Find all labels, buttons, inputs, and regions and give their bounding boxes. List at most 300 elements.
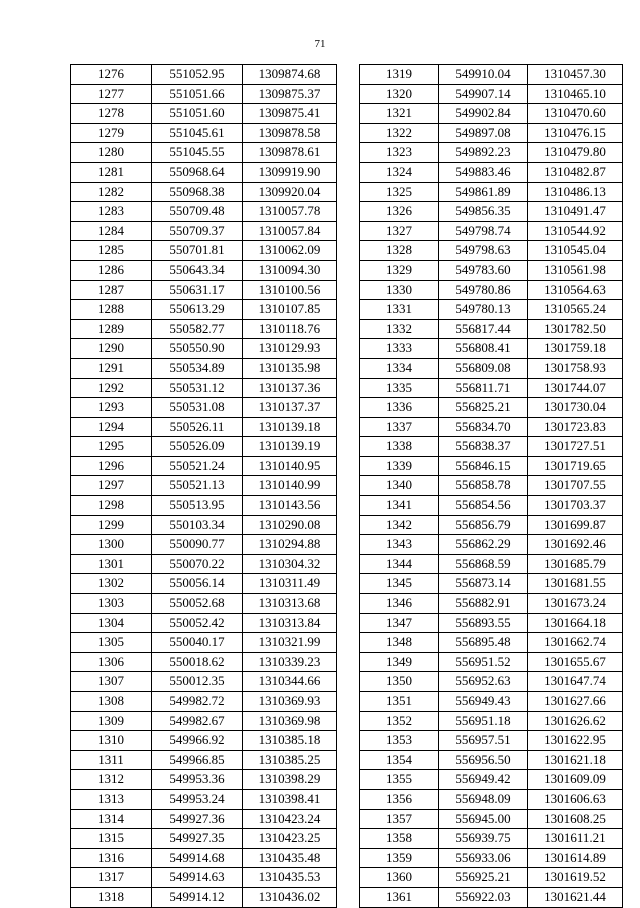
point-number-cell: 1337 bbox=[360, 417, 439, 437]
point-number-cell: 1332 bbox=[360, 319, 439, 339]
y-coordinate-cell: 1310304.32 bbox=[243, 554, 337, 574]
point-number-cell: 1324 bbox=[360, 162, 439, 182]
x-coordinate-cell: 550631.17 bbox=[152, 280, 243, 300]
coordinates-table-right bbox=[359, 64, 623, 908]
y-coordinate-cell: 1310100.56 bbox=[243, 280, 337, 300]
point-number-cell: 1286 bbox=[71, 260, 152, 280]
point-number-cell: 1346 bbox=[360, 594, 439, 614]
x-coordinate-cell: 549798.74 bbox=[439, 221, 528, 241]
table-row bbox=[360, 731, 623, 751]
x-coordinate-cell: 556949.42 bbox=[439, 770, 528, 790]
x-coordinate-cell: 556862.29 bbox=[439, 535, 528, 555]
y-coordinate-cell: 1310565.24 bbox=[528, 300, 623, 320]
x-coordinate-cell: 556951.18 bbox=[439, 711, 528, 731]
point-number-cell: 1288 bbox=[71, 300, 152, 320]
y-coordinate-cell: 1301699.87 bbox=[528, 515, 623, 535]
table-row bbox=[71, 515, 337, 535]
page-number: 71 bbox=[314, 38, 326, 50]
y-coordinate-cell: 1301627.66 bbox=[528, 692, 623, 712]
point-number-cell: 1331 bbox=[360, 300, 439, 320]
table-row bbox=[360, 594, 623, 614]
point-number-cell: 1304 bbox=[71, 613, 152, 633]
y-coordinate-cell: 1310544.92 bbox=[528, 221, 623, 241]
y-coordinate-cell: 1310057.84 bbox=[243, 221, 337, 241]
table-row bbox=[71, 339, 337, 359]
y-coordinate-cell: 1310470.60 bbox=[528, 104, 623, 124]
x-coordinate-cell: 550709.37 bbox=[152, 221, 243, 241]
point-number-cell: 1281 bbox=[71, 162, 152, 182]
table-row bbox=[71, 319, 337, 339]
x-coordinate-cell: 556834.70 bbox=[439, 417, 528, 437]
x-coordinate-cell: 556873.14 bbox=[439, 574, 528, 594]
x-coordinate-cell: 556838.37 bbox=[439, 437, 528, 457]
x-coordinate-cell: 549892.23 bbox=[439, 143, 528, 163]
y-coordinate-cell: 1310140.95 bbox=[243, 456, 337, 476]
table-row bbox=[71, 417, 337, 437]
point-number-cell: 1328 bbox=[360, 241, 439, 261]
point-number-cell: 1353 bbox=[360, 731, 439, 751]
table-row bbox=[71, 358, 337, 378]
y-coordinate-cell: 1310465.10 bbox=[528, 84, 623, 104]
table-row bbox=[71, 202, 337, 222]
table-row bbox=[360, 65, 623, 85]
x-coordinate-cell: 549883.46 bbox=[439, 162, 528, 182]
table-row bbox=[71, 300, 337, 320]
point-number-cell: 1306 bbox=[71, 652, 152, 672]
x-coordinate-cell: 556956.50 bbox=[439, 750, 528, 770]
x-coordinate-cell: 549856.35 bbox=[439, 202, 528, 222]
x-coordinate-cell: 549914.63 bbox=[152, 868, 243, 888]
y-coordinate-cell: 1310294.88 bbox=[243, 535, 337, 555]
x-coordinate-cell: 550070.22 bbox=[152, 554, 243, 574]
x-coordinate-cell: 556858.78 bbox=[439, 476, 528, 496]
y-coordinate-cell: 1310129.93 bbox=[243, 339, 337, 359]
table-row bbox=[71, 770, 337, 790]
table-row bbox=[71, 887, 337, 907]
table-row bbox=[71, 437, 337, 457]
point-number-cell: 1335 bbox=[360, 378, 439, 398]
y-coordinate-cell: 1310137.37 bbox=[243, 398, 337, 418]
table-row bbox=[360, 476, 623, 496]
point-number-cell: 1280 bbox=[71, 143, 152, 163]
point-number-cell: 1278 bbox=[71, 104, 152, 124]
point-number-cell: 1316 bbox=[71, 848, 152, 868]
x-coordinate-cell: 556952.63 bbox=[439, 672, 528, 692]
x-coordinate-cell: 551045.61 bbox=[152, 123, 243, 143]
table-row bbox=[71, 84, 337, 104]
x-coordinate-cell: 550018.62 bbox=[152, 652, 243, 672]
x-coordinate-cell: 550526.11 bbox=[152, 417, 243, 437]
table-row bbox=[71, 692, 337, 712]
point-number-cell: 1349 bbox=[360, 652, 439, 672]
y-coordinate-cell: 1310385.25 bbox=[243, 750, 337, 770]
y-coordinate-cell: 1301723.83 bbox=[528, 417, 623, 437]
x-coordinate-cell: 556893.55 bbox=[439, 613, 528, 633]
x-coordinate-cell: 550056.14 bbox=[152, 574, 243, 594]
point-number-cell: 1317 bbox=[71, 868, 152, 888]
point-number-cell: 1311 bbox=[71, 750, 152, 770]
y-coordinate-cell: 1310135.98 bbox=[243, 358, 337, 378]
y-coordinate-cell: 1301681.55 bbox=[528, 574, 623, 594]
y-coordinate-cell: 1310369.93 bbox=[243, 692, 337, 712]
point-number-cell: 1299 bbox=[71, 515, 152, 535]
point-number-cell: 1315 bbox=[71, 829, 152, 849]
table-row bbox=[71, 182, 337, 202]
point-number-cell: 1309 bbox=[71, 711, 152, 731]
table-row bbox=[71, 672, 337, 692]
point-number-cell: 1351 bbox=[360, 692, 439, 712]
y-coordinate-cell: 1301619.52 bbox=[528, 868, 623, 888]
table-row bbox=[360, 672, 623, 692]
table-row bbox=[71, 123, 337, 143]
point-number-cell: 1308 bbox=[71, 692, 152, 712]
x-coordinate-cell: 550531.08 bbox=[152, 398, 243, 418]
table-row bbox=[71, 280, 337, 300]
x-coordinate-cell: 550643.34 bbox=[152, 260, 243, 280]
point-number-cell: 1334 bbox=[360, 358, 439, 378]
point-number-cell: 1341 bbox=[360, 496, 439, 516]
x-coordinate-cell: 556949.43 bbox=[439, 692, 528, 712]
table-row bbox=[360, 378, 623, 398]
y-coordinate-cell: 1310457.30 bbox=[528, 65, 623, 85]
y-coordinate-cell: 1301608.25 bbox=[528, 809, 623, 829]
table-row bbox=[360, 789, 623, 809]
y-coordinate-cell: 1301719.65 bbox=[528, 456, 623, 476]
x-coordinate-cell: 549780.13 bbox=[439, 300, 528, 320]
table-row bbox=[71, 143, 337, 163]
x-coordinate-cell: 556945.00 bbox=[439, 809, 528, 829]
x-coordinate-cell: 549861.89 bbox=[439, 182, 528, 202]
y-coordinate-cell: 1310094.30 bbox=[243, 260, 337, 280]
table-row bbox=[360, 182, 623, 202]
x-coordinate-cell: 550709.48 bbox=[152, 202, 243, 222]
point-number-cell: 1348 bbox=[360, 633, 439, 653]
y-coordinate-cell: 1310107.85 bbox=[243, 300, 337, 320]
x-coordinate-cell: 549780.86 bbox=[439, 280, 528, 300]
y-coordinate-cell: 1310369.98 bbox=[243, 711, 337, 731]
table-row bbox=[71, 241, 337, 261]
point-number-cell: 1347 bbox=[360, 613, 439, 633]
point-number-cell: 1344 bbox=[360, 554, 439, 574]
y-coordinate-cell: 1309920.04 bbox=[243, 182, 337, 202]
y-coordinate-cell: 1301614.89 bbox=[528, 848, 623, 868]
point-number-cell: 1302 bbox=[71, 574, 152, 594]
y-coordinate-cell: 1301703.37 bbox=[528, 496, 623, 516]
x-coordinate-cell: 550012.35 bbox=[152, 672, 243, 692]
x-coordinate-cell: 551045.55 bbox=[152, 143, 243, 163]
x-coordinate-cell: 549927.35 bbox=[152, 829, 243, 849]
table-row bbox=[360, 104, 623, 124]
table-row bbox=[71, 65, 337, 85]
x-coordinate-cell: 556922.03 bbox=[439, 887, 528, 907]
point-number-cell: 1301 bbox=[71, 554, 152, 574]
table-row bbox=[71, 574, 337, 594]
x-coordinate-cell: 549927.36 bbox=[152, 809, 243, 829]
y-coordinate-cell: 1301727.51 bbox=[528, 437, 623, 457]
y-coordinate-cell: 1310423.25 bbox=[243, 829, 337, 849]
table-row bbox=[360, 260, 623, 280]
table-row bbox=[360, 358, 623, 378]
table-row bbox=[360, 84, 623, 104]
table-row bbox=[71, 711, 337, 731]
point-number-cell: 1289 bbox=[71, 319, 152, 339]
point-number-cell: 1319 bbox=[360, 65, 439, 85]
table-row bbox=[360, 280, 623, 300]
x-coordinate-cell: 556895.48 bbox=[439, 633, 528, 653]
y-coordinate-cell: 1310321.99 bbox=[243, 633, 337, 653]
y-coordinate-cell: 1310339.23 bbox=[243, 652, 337, 672]
y-coordinate-cell: 1310482.87 bbox=[528, 162, 623, 182]
y-coordinate-cell: 1310139.18 bbox=[243, 417, 337, 437]
table-row bbox=[71, 731, 337, 751]
table-row bbox=[360, 162, 623, 182]
table-row bbox=[360, 613, 623, 633]
table-row bbox=[360, 123, 623, 143]
x-coordinate-cell: 550521.24 bbox=[152, 456, 243, 476]
x-coordinate-cell: 550582.77 bbox=[152, 319, 243, 339]
table-row bbox=[360, 339, 623, 359]
table-row bbox=[71, 378, 337, 398]
table-row bbox=[71, 868, 337, 888]
table-row bbox=[360, 437, 623, 457]
x-coordinate-cell: 550701.81 bbox=[152, 241, 243, 261]
point-number-cell: 1327 bbox=[360, 221, 439, 241]
point-number-cell: 1312 bbox=[71, 770, 152, 790]
point-number-cell: 1361 bbox=[360, 887, 439, 907]
point-number-cell: 1338 bbox=[360, 437, 439, 457]
point-number-cell: 1294 bbox=[71, 417, 152, 437]
y-coordinate-cell: 1301621.18 bbox=[528, 750, 623, 770]
point-number-cell: 1303 bbox=[71, 594, 152, 614]
x-coordinate-cell: 550052.68 bbox=[152, 594, 243, 614]
y-coordinate-cell: 1301759.18 bbox=[528, 339, 623, 359]
point-number-cell: 1329 bbox=[360, 260, 439, 280]
point-number-cell: 1314 bbox=[71, 809, 152, 829]
point-number-cell: 1354 bbox=[360, 750, 439, 770]
point-number-cell: 1285 bbox=[71, 241, 152, 261]
x-coordinate-cell: 549966.85 bbox=[152, 750, 243, 770]
table-row bbox=[360, 398, 623, 418]
x-coordinate-cell: 556933.06 bbox=[439, 848, 528, 868]
table-row bbox=[360, 300, 623, 320]
table-row bbox=[360, 417, 623, 437]
point-number-cell: 1282 bbox=[71, 182, 152, 202]
x-coordinate-cell: 550521.13 bbox=[152, 476, 243, 496]
table-row bbox=[71, 398, 337, 418]
point-number-cell: 1323 bbox=[360, 143, 439, 163]
table-row bbox=[71, 594, 337, 614]
table-row bbox=[360, 574, 623, 594]
point-number-cell: 1297 bbox=[71, 476, 152, 496]
x-coordinate-cell: 549914.12 bbox=[152, 887, 243, 907]
x-coordinate-cell: 550968.64 bbox=[152, 162, 243, 182]
table-row bbox=[360, 515, 623, 535]
y-coordinate-cell: 1310313.68 bbox=[243, 594, 337, 614]
table-row bbox=[360, 770, 623, 790]
x-coordinate-cell: 556811.71 bbox=[439, 378, 528, 398]
y-coordinate-cell: 1310479.80 bbox=[528, 143, 623, 163]
y-coordinate-cell: 1301621.44 bbox=[528, 887, 623, 907]
x-coordinate-cell: 556925.21 bbox=[439, 868, 528, 888]
table-row bbox=[360, 750, 623, 770]
table-row bbox=[360, 202, 623, 222]
table-row bbox=[71, 104, 337, 124]
table-row bbox=[360, 143, 623, 163]
point-number-cell: 1345 bbox=[360, 574, 439, 594]
table-row bbox=[360, 221, 623, 241]
x-coordinate-cell: 549897.08 bbox=[439, 123, 528, 143]
table-row bbox=[71, 789, 337, 809]
x-coordinate-cell: 556808.41 bbox=[439, 339, 528, 359]
point-number-cell: 1339 bbox=[360, 456, 439, 476]
y-coordinate-cell: 1310561.98 bbox=[528, 260, 623, 280]
y-coordinate-cell: 1310143.56 bbox=[243, 496, 337, 516]
table-row bbox=[71, 456, 337, 476]
table-row bbox=[360, 456, 623, 476]
y-coordinate-cell: 1301606.63 bbox=[528, 789, 623, 809]
y-coordinate-cell: 1310140.99 bbox=[243, 476, 337, 496]
y-coordinate-cell: 1309874.68 bbox=[243, 65, 337, 85]
y-coordinate-cell: 1310564.63 bbox=[528, 280, 623, 300]
point-number-cell: 1287 bbox=[71, 280, 152, 300]
coordinates-table-left bbox=[70, 64, 337, 908]
y-coordinate-cell: 1310545.04 bbox=[528, 241, 623, 261]
y-coordinate-cell: 1309875.37 bbox=[243, 84, 337, 104]
x-coordinate-cell: 556817.44 bbox=[439, 319, 528, 339]
point-number-cell: 1360 bbox=[360, 868, 439, 888]
table-row bbox=[71, 162, 337, 182]
table-row bbox=[360, 868, 623, 888]
point-number-cell: 1359 bbox=[360, 848, 439, 868]
point-number-cell: 1355 bbox=[360, 770, 439, 790]
y-coordinate-cell: 1301609.09 bbox=[528, 770, 623, 790]
y-coordinate-cell: 1310062.09 bbox=[243, 241, 337, 261]
y-coordinate-cell: 1301673.24 bbox=[528, 594, 623, 614]
x-coordinate-cell: 551052.95 bbox=[152, 65, 243, 85]
point-number-cell: 1320 bbox=[360, 84, 439, 104]
y-coordinate-cell: 1310137.36 bbox=[243, 378, 337, 398]
point-number-cell: 1343 bbox=[360, 535, 439, 555]
x-coordinate-cell: 556854.56 bbox=[439, 496, 528, 516]
y-coordinate-cell: 1301647.74 bbox=[528, 672, 623, 692]
table-row bbox=[360, 319, 623, 339]
y-coordinate-cell: 1310139.19 bbox=[243, 437, 337, 457]
x-coordinate-cell: 556809.08 bbox=[439, 358, 528, 378]
y-coordinate-cell: 1301664.18 bbox=[528, 613, 623, 633]
y-coordinate-cell: 1301782.50 bbox=[528, 319, 623, 339]
x-coordinate-cell: 550090.77 bbox=[152, 535, 243, 555]
x-coordinate-cell: 556825.21 bbox=[439, 398, 528, 418]
x-coordinate-cell: 549910.04 bbox=[439, 65, 528, 85]
point-number-cell: 1322 bbox=[360, 123, 439, 143]
point-number-cell: 1330 bbox=[360, 280, 439, 300]
point-number-cell: 1357 bbox=[360, 809, 439, 829]
table-row bbox=[360, 535, 623, 555]
y-coordinate-cell: 1301655.67 bbox=[528, 652, 623, 672]
x-coordinate-cell: 550526.09 bbox=[152, 437, 243, 457]
x-coordinate-cell: 549953.24 bbox=[152, 789, 243, 809]
table-row bbox=[360, 633, 623, 653]
x-coordinate-cell: 549953.36 bbox=[152, 770, 243, 790]
table-row bbox=[71, 652, 337, 672]
y-coordinate-cell: 1310436.02 bbox=[243, 887, 337, 907]
y-coordinate-cell: 1310057.78 bbox=[243, 202, 337, 222]
x-coordinate-cell: 556846.15 bbox=[439, 456, 528, 476]
point-number-cell: 1350 bbox=[360, 672, 439, 692]
table-row bbox=[71, 221, 337, 241]
table-row bbox=[71, 496, 337, 516]
x-coordinate-cell: 550052.42 bbox=[152, 613, 243, 633]
x-coordinate-cell: 556951.52 bbox=[439, 652, 528, 672]
table-row bbox=[360, 241, 623, 261]
table-row bbox=[71, 809, 337, 829]
x-coordinate-cell: 550531.12 bbox=[152, 378, 243, 398]
point-number-cell: 1333 bbox=[360, 339, 439, 359]
y-coordinate-cell: 1301692.46 bbox=[528, 535, 623, 555]
x-coordinate-cell: 549907.14 bbox=[439, 84, 528, 104]
x-coordinate-cell: 551051.66 bbox=[152, 84, 243, 104]
table-row bbox=[360, 711, 623, 731]
y-coordinate-cell: 1310311.49 bbox=[243, 574, 337, 594]
table-row bbox=[71, 476, 337, 496]
point-number-cell: 1291 bbox=[71, 358, 152, 378]
point-number-cell: 1300 bbox=[71, 535, 152, 555]
y-coordinate-cell: 1310435.48 bbox=[243, 848, 337, 868]
table-row bbox=[360, 652, 623, 672]
y-coordinate-cell: 1301707.55 bbox=[528, 476, 623, 496]
table-row bbox=[360, 848, 623, 868]
x-coordinate-cell: 550550.90 bbox=[152, 339, 243, 359]
x-coordinate-cell: 550040.17 bbox=[152, 633, 243, 653]
x-coordinate-cell: 551051.60 bbox=[152, 104, 243, 124]
table-row bbox=[71, 633, 337, 653]
y-coordinate-cell: 1310423.24 bbox=[243, 809, 337, 829]
x-coordinate-cell: 556939.75 bbox=[439, 829, 528, 849]
point-number-cell: 1298 bbox=[71, 496, 152, 516]
x-coordinate-cell: 549982.67 bbox=[152, 711, 243, 731]
y-coordinate-cell: 1310398.29 bbox=[243, 770, 337, 790]
x-coordinate-cell: 549982.72 bbox=[152, 692, 243, 712]
point-number-cell: 1358 bbox=[360, 829, 439, 849]
point-number-cell: 1340 bbox=[360, 476, 439, 496]
table-row bbox=[71, 554, 337, 574]
x-coordinate-cell: 549783.60 bbox=[439, 260, 528, 280]
y-coordinate-cell: 1301626.62 bbox=[528, 711, 623, 731]
point-number-cell: 1336 bbox=[360, 398, 439, 418]
point-number-cell: 1276 bbox=[71, 65, 152, 85]
x-coordinate-cell: 556868.59 bbox=[439, 554, 528, 574]
table-row bbox=[71, 613, 337, 633]
point-number-cell: 1326 bbox=[360, 202, 439, 222]
table-row bbox=[360, 554, 623, 574]
y-coordinate-cell: 1301662.74 bbox=[528, 633, 623, 653]
x-coordinate-cell: 556882.91 bbox=[439, 594, 528, 614]
point-number-cell: 1296 bbox=[71, 456, 152, 476]
x-coordinate-cell: 549902.84 bbox=[439, 104, 528, 124]
y-coordinate-cell: 1310398.41 bbox=[243, 789, 337, 809]
table-row bbox=[360, 829, 623, 849]
point-number-cell: 1356 bbox=[360, 789, 439, 809]
point-number-cell: 1342 bbox=[360, 515, 439, 535]
point-number-cell: 1310 bbox=[71, 731, 152, 751]
y-coordinate-cell: 1309919.90 bbox=[243, 162, 337, 182]
y-coordinate-cell: 1310486.13 bbox=[528, 182, 623, 202]
x-coordinate-cell: 550103.34 bbox=[152, 515, 243, 535]
y-coordinate-cell: 1309875.41 bbox=[243, 104, 337, 124]
point-number-cell: 1352 bbox=[360, 711, 439, 731]
x-coordinate-cell: 556856.79 bbox=[439, 515, 528, 535]
x-coordinate-cell: 550613.29 bbox=[152, 300, 243, 320]
